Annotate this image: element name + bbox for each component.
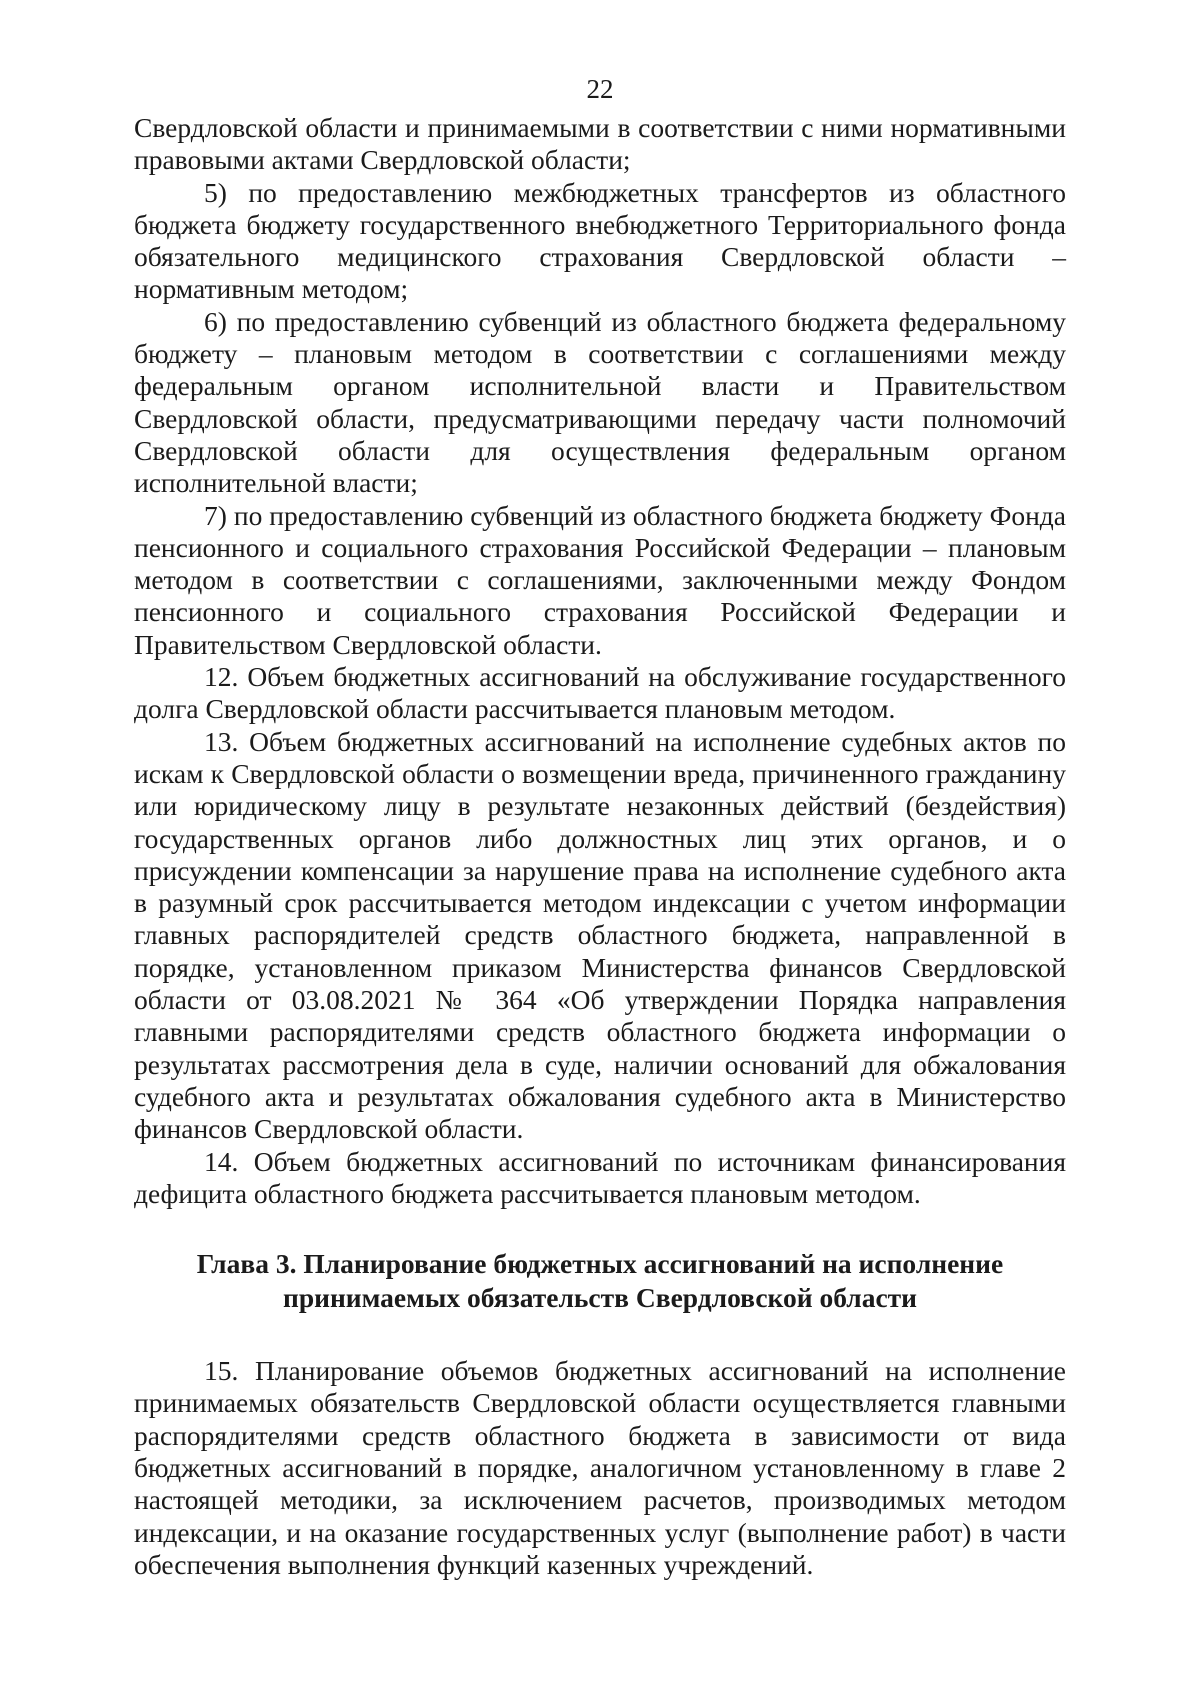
document-body: [134, 112, 1066, 1581]
paragraph-item-7: 7) по предоставлению субвенций из областного бюджета бюджету Фонда пенсионного и социального страхования Российской Федерации – плановым методом в соответствии с соглашениями, заключенными между Фондом пенсионного и социального страхования Российской Федерации и Правительством Свердловской области.: [134, 499, 1066, 660]
paragraph-item-5: 5) по предоставлению межбюджетных трансфертов из областного бюджета бюджету государственного внебюджетного Территориального фонда обязательного медицинского страхования Свердловской области – нормативным методом;: [134, 176, 1066, 305]
chapter-heading: [134, 1247, 1066, 1315]
paragraph-clause-14: 14. Объем бюджетных ассигнований по источникам финансирования дефицита областного бюджета рассчитывается плановым методом.: [134, 1145, 1066, 1209]
paragraph-clause-13: 13. Объем бюджетных ассигнований на исполнение судебных актов по искам к Свердловской области о возмещении вреда, причиненного гражданину или юридическому лицу в результате незаконных действий (бездействия) государственных органов либо должностных лиц этих органов, и о присуждении компенсации за нарушение права на исполнение судебного акта в разумный срок рассчитывается методом индексации с учетом информации главных распорядителей средств областного бюджета, направленной в порядке, установленном приказом Министерства финансов Свердловской области от 03.08.2021 № 364 «Об утверждении Порядка направления главными распорядителями средств областного бюджета информации о результатах рассмотрения дела в суде, наличии оснований для обжалования судебного акта и результатах обжалования судебного акта в Министерство финансов Свердловской области.: [134, 725, 1066, 1145]
chapter-heading-line-1: Глава 3. Планирование бюджетных ассигнований на исполнение: [196, 1248, 1004, 1280]
page-number: 22: [586, 74, 614, 104]
paragraph-clause-12: 12. Объем бюджетных ассигнований на обслуживание государственного долга Свердловской области рассчитывается плановым методом.: [134, 661, 1066, 725]
paragraph-continuation: Свердловской области и принимаемыми в соответствии с ними нормативными правовыми актами Свердловской области;: [134, 112, 1066, 176]
paragraph-clause-15: 15. Планирование объемов бюджетных ассигнований на исполнение принимаемых обязательств Свердловской области осуществляется главными распорядителями средств областного бюджета в зависимости от вида бюджетных ассигнований в порядке, аналогичном установленному в главе 2 настоящей методики, за исключением расчетов, производимых методом индексации, и на оказание государственных услуг (выполнение работ) в части обеспечения выполнения функций казенных учреждений.: [134, 1355, 1066, 1580]
paragraph-item-6: 6) по предоставлению субвенций из областного бюджета федеральному бюджету – плановым методом в соответствии с соглашениями между федеральным органом исполнительной власти и Правительством Свердловской области, предусматривающими передачу части полномочий Свердловской области для осуществления федеральным органом исполнительной власти;: [134, 305, 1066, 499]
chapter-heading-line-2: принимаемых обязательств Свердловской области: [282, 1282, 918, 1314]
